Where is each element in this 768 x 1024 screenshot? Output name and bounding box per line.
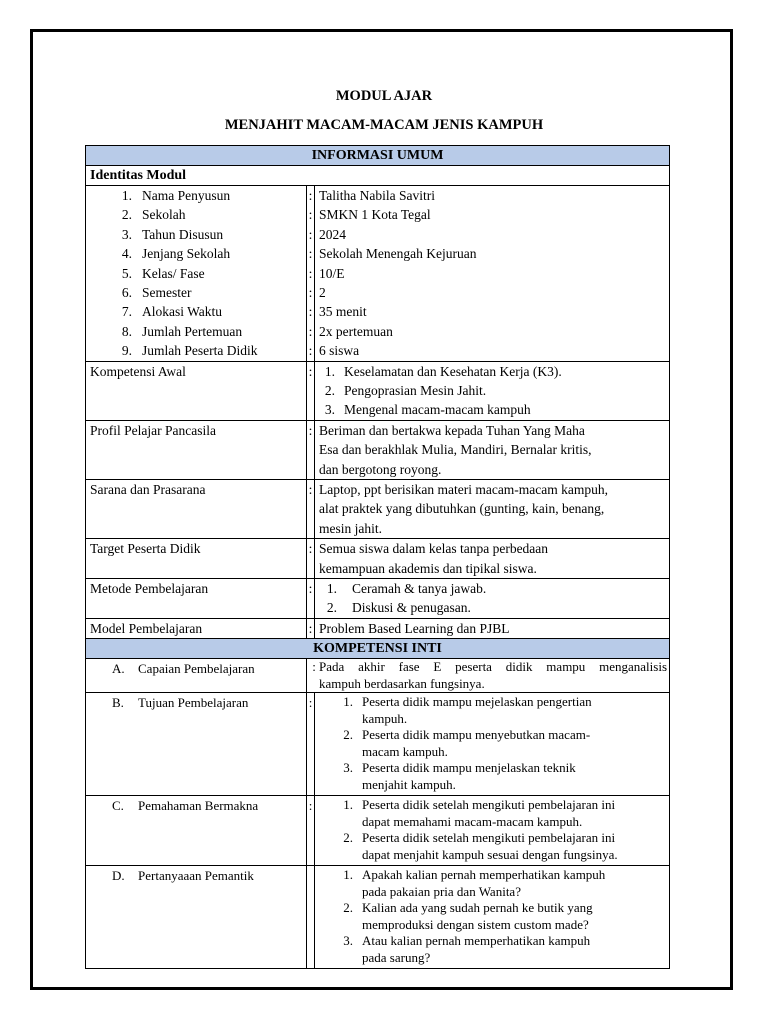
sarana-row: Sarana dan Prasarana : Laptop, ppt berisikan materi macam-macam kampuh, alat praktek yang dibutuhkan (gunting, kain, benang, mesin jahit. [86, 479, 670, 538]
list-item: 1. Keselamatan dan Kesehatan Kerja (K3). [324, 363, 562, 379]
identitas-value: 10/E [319, 265, 345, 281]
pemahaman-row: C. Pemahaman Bermakna : 1. Peserta didik setelah mengikuti pembelajaran ini dapat memahami macam-macam kampuh. 2. Peserta didik setelah mengikuti pembelajaran ini dapat menjahit kampuh sesuai dengan fungsinya. [86, 796, 670, 866]
identitas-label: Semester [142, 284, 192, 300]
target-row: Target Peserta Didik : Semua siswa dalam kelas tanpa perbedaan kemampuan akademis dan tipikal siswa. [86, 539, 670, 579]
metode-row: Metode Pembelajaran : 1. Ceramah & tanya jawab. 2. Diskusi & penugasan. [86, 578, 670, 618]
kompetensi-awal-row: Kompetensi Awal : 1. Keselamatan dan Kesehatan Kerja (K3). 2. Pengoprasian Mesin Jahit. 3. Mengenal macam-macam kampuh [86, 361, 670, 420]
identitas-header-row: Identitas Modul [86, 166, 670, 186]
identitas-value: 6 siswa [319, 343, 360, 359]
identitas-rows: 1. Nama Penyusun 2. Sekolah 3. Tahun Disusun 4. Jenjang Sekolah 5. Kelas/ Fase 6. Semester 7. Alokasi Waktu 8. Jumlah Pertemuan 9. Jumlah Peserta Didik : : : : : : : : : Talitha Nabila Savitri SMKN 1 Kota Tegal 2024 Sekolah Menengah Kejuruan 10/E 2 35 menit 2x pertemuan 6 siswa [86, 186, 670, 362]
list-item: 1. Ceramah & tanya jawab. [326, 580, 487, 596]
identitas-value: 2x pertemuan [319, 323, 393, 339]
document-subtitle: MENJAHIT MACAM-MACAM JENIS KAMPUH [224, 117, 544, 133]
pertanyaan-row: D. Pertanyaaan Pemantik 1. Apakah kalian pernah memperhatikan kampuh pada pakaian pria dan Wanita? 2. Kalian ada yang sudah pernah ke butik yang memproduksi dengan sistem custom made? 3. Atau kalian pernah memperhatikan kampuh pada sarung? [86, 866, 670, 969]
identitas-value: Sekolah Menengah Kejuruan [319, 246, 477, 262]
list-item: 1. Peserta didik mampu mejelaskan pengertian kampuh. [343, 694, 592, 726]
identitas-label: Jumlah Pertemuan [142, 323, 243, 339]
identitas-value: 2024 [319, 226, 346, 242]
identitas-label: Tahun Disusun [142, 226, 224, 242]
list-item: 3. Atau kalian pernah memperhatikan kampuh pada sarung? [343, 933, 591, 965]
identitas-value: 35 menit [319, 304, 367, 320]
identitas-label: Alokasi Waktu [142, 304, 223, 320]
identitas-value: Talitha Nabila Savitri [319, 188, 436, 203]
list-item: 2. Peserta didik setelah mengikuti pembelajaran ini dapat menjahit kampuh sesuai dengan fungsinya. [343, 830, 618, 862]
module-table [85, 145, 670, 969]
document-title: MODUL AJAR [335, 88, 433, 104]
list-item: 3. Peserta didik mampu menjelaskan teknik menjahit kampuh. [343, 760, 576, 792]
identitas-label: Jumlah Peserta Didik [142, 343, 258, 359]
section-header-informasi-umum: INFORMASI UMUM [86, 146, 670, 166]
identitas-label: Kelas/ Fase [142, 265, 205, 281]
capaian-row: A. Capaian Pembelajaran : Pada akhir fase E peserta didik mampu menganalisis kampuh berdasarkan fungsinya. [86, 659, 670, 693]
identitas-label: Nama Penyusun [142, 188, 231, 203]
list-item: 2. Diskusi & penugasan. [326, 600, 471, 616]
list-item: 2. Kalian ada yang sudah pernah ke butik yang memproduksi dengan sistem custom made? [343, 900, 593, 932]
tujuan-row: B. Tujuan Pembelajaran : 1. Peserta didik mampu mejelaskan pengertian kampuh. 2. Peserta didik mampu menyebutkan macam- macam kampuh. 3. Peserta didik mampu menjelaskan teknik menjahit kampuh. [86, 693, 670, 796]
identitas-value: 2 [319, 284, 326, 300]
list-item: 3. Mengenal macam-macam kampuh [324, 402, 531, 418]
model-row: Model Pembelajaran : Problem Based Learning dan PJBL [86, 618, 670, 638]
profil-pelajar-row: Profil Pelajar Pancasila : Beriman dan bertakwa kepada Tuhan Yang Maha Esa dan berakhlak Mulia, Mandiri, Bernalar kritis, dan bergotong royong. [86, 420, 670, 479]
identitas-label: Sekolah [142, 207, 186, 223]
section-header-kompetensi-inti: KOMPETENSI INTI [86, 639, 670, 659]
list-item: 1. Apakah kalian pernah memperhatikan kampuh pada pakaian pria dan Wanita? [343, 867, 606, 899]
list-item: 2. Peserta didik mampu menyebutkan macam- macam kampuh. [343, 727, 591, 759]
identitas-value: SMKN 1 Kota Tegal [319, 207, 431, 223]
list-item: 1. Peserta didik setelah mengikuti pembelajaran ini dapat memahami macam-macam kampuh. [343, 797, 616, 829]
list-item: 2. Pengoprasian Mesin Jahit. [324, 382, 487, 398]
identitas-label: Jenjang Sekolah [142, 246, 231, 262]
